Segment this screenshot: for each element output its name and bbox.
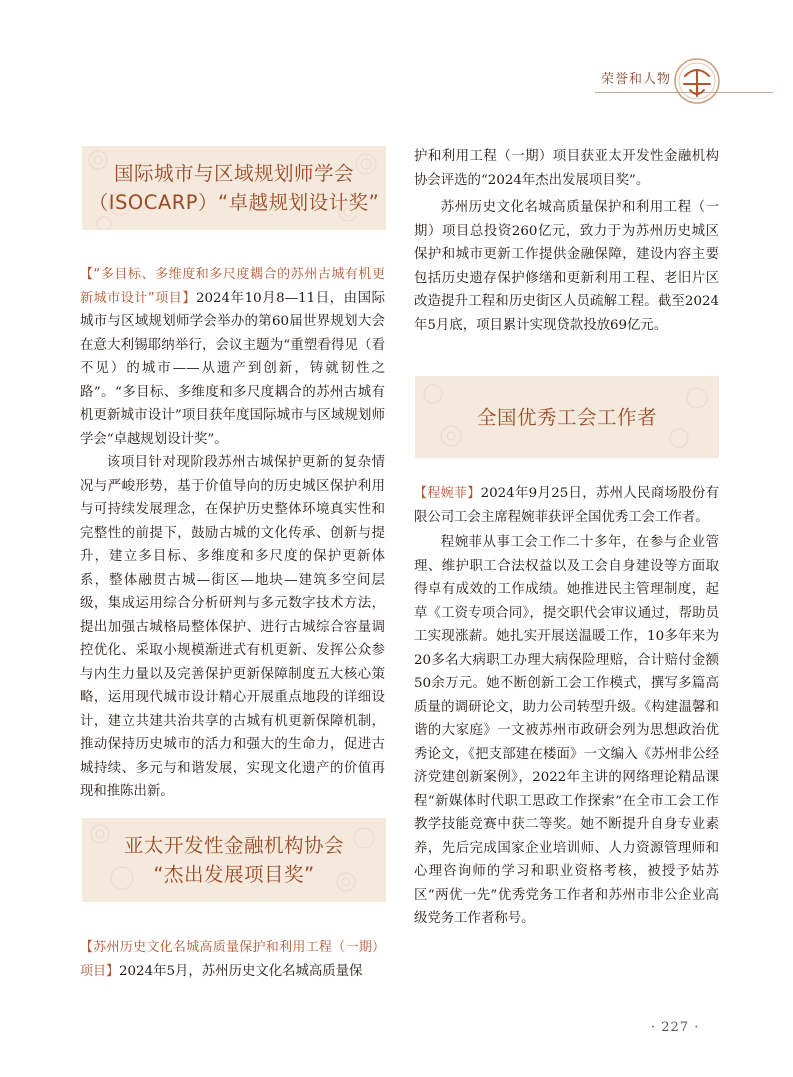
banner-title-line2: “杰出发展项目奖”	[153, 863, 315, 886]
left-text-block-1	[80, 263, 385, 804]
banner-title-line1: 亚太开发性金融机构协会	[123, 834, 344, 857]
banner-title-line1: 全国优秀工会工作者	[476, 405, 657, 429]
award-banner-union-worker	[415, 376, 719, 458]
paragraph-text: 2024年5月，苏州历史文化名城高质量保	[119, 963, 363, 979]
page-number: · 227 ·	[651, 1020, 700, 1035]
project-heading-highlight: 【“多目标、多维度和多尺度耦合的苏州古城有机更新城市设计”项目】	[80, 267, 385, 306]
section-emblem-icon	[672, 56, 722, 106]
right-text-block-1	[414, 145, 719, 337]
project-heading-highlight: 【苏州历史文化名城高质量保护和利用工程（一期）项目】	[80, 940, 385, 979]
paragraph-person-intro	[414, 482, 719, 529]
paragraph-investment-details: 苏州历史文化名城高质量保护和利用工程（一期）项目总投资260亿元，致力于为苏州历史城区保护和城市更新工作提供金融保障，建设内容主要包括历史遗存保护修缮和更新利用工程、老旧片区改造提升工程和历史街区人员疏解工程。截至2024年5月底，项目累计实现贷款投放69亿元。	[414, 200, 719, 333]
award-banner-isocarp	[82, 146, 386, 230]
person-heading-highlight: 【程婉菲】	[414, 486, 481, 501]
award-banner-apdfi	[82, 818, 386, 902]
paragraph-text: 2024年9月25日，苏州人民商场股份有限公司工会主席程婉菲获评全国优秀工会工作者。	[414, 486, 719, 525]
paragraph-apdfi-intro	[80, 936, 385, 983]
paragraph-apdfi-continued: 护和利用工程（一期）项目获亚太开发性金融机构协会评选的“2024年杰出发展项目奖”。	[414, 149, 719, 188]
section-title: 荣誉和人物	[600, 72, 671, 87]
banner-title-line1: 国际城市与区域规划师学会	[113, 162, 354, 185]
paragraph-text: 2024年10月8—11日，由国际城市与区域规划师学会举办的第60届世界规划大会在意大利锡耶纳举行，会议主题为“重塑看得见（看不见）的城市——从遗产到创新，铸就韧性之路”。“多目标、多维度和多尺度耦合的苏州古城有机更新城市设计”项目获年度国际城市与区域规划师学会“卓越规划设计奖”。	[80, 290, 385, 447]
paragraph-project-description: 该项目针对现阶段苏州古城保护更新的复杂情况与严峻形势，基于价值导向的历史城区保护利用与可持续发展理念，在保护历史整体环境真实性和完整性的前提下，鼓励古城的文化传承、创新与提升，建立多目标、多维度和多尺度的保护更新体系，整体融贯古城—街区—地块—建筑多空间层级，集成运用综合分析研判与多元数字技术方法，提出加强古城格局整体保护、进行古城综合容量调控优化、采取小规模渐进式有机更新、发挥公众参与内生力量以及完善保护更新保障制度五大核心策略，运用现代城市设计精心开展重点地段的详细设计，建立共建共治共享的古城有机更新保障机制，推动保持历史城市的活力和强大的生命力，促进古城持续、多元与和谐发展，实现文化遗产的价值再现和推陈出新。	[80, 455, 385, 799]
paragraph-person-achievements: 程婉菲从事工会工作二十多年，在参与企业管理、维护职工合法权益以及工会自身建设等方面取得卓有成效的工作成绩。她推进民主管理制度，起草《工资专项合同》，提交职代会审议通过，帮助员工实现涨薪。她扎实开展送温暖工作，10多年来为20多名大病职工办理大病保险理赔，合计赔付金额50余万元。她不断创新工会工作模式，撰写多篇高质量的调研论文，助力公司转型升级。《构建温馨和谐的大家庭》一文被苏州市政研会列为思想政治优秀论文，《把支部建在楼面》一文编入《苏州非公经济党建创新案例》，2022年主讲的网络理论精品课程“新媒体时代职工思政工作探索”在全市工会工作教学技能竞赛中获二等奖。她不断提升自身专业素养，先后完成国家企业培训师、人力资源管理师和心理咨询师的学习和职业资格考核，被授予姑苏区“两优一先”优秀党务工作者和苏州市非公企业高级党务工作者称号。	[414, 535, 719, 926]
paragraph-isocarp-intro	[80, 263, 385, 451]
banner-title-line2: （ISOCARP）“卓越规划设计奖”	[88, 191, 380, 214]
right-text-block-2	[414, 482, 719, 931]
left-text-block-2	[80, 936, 385, 983]
